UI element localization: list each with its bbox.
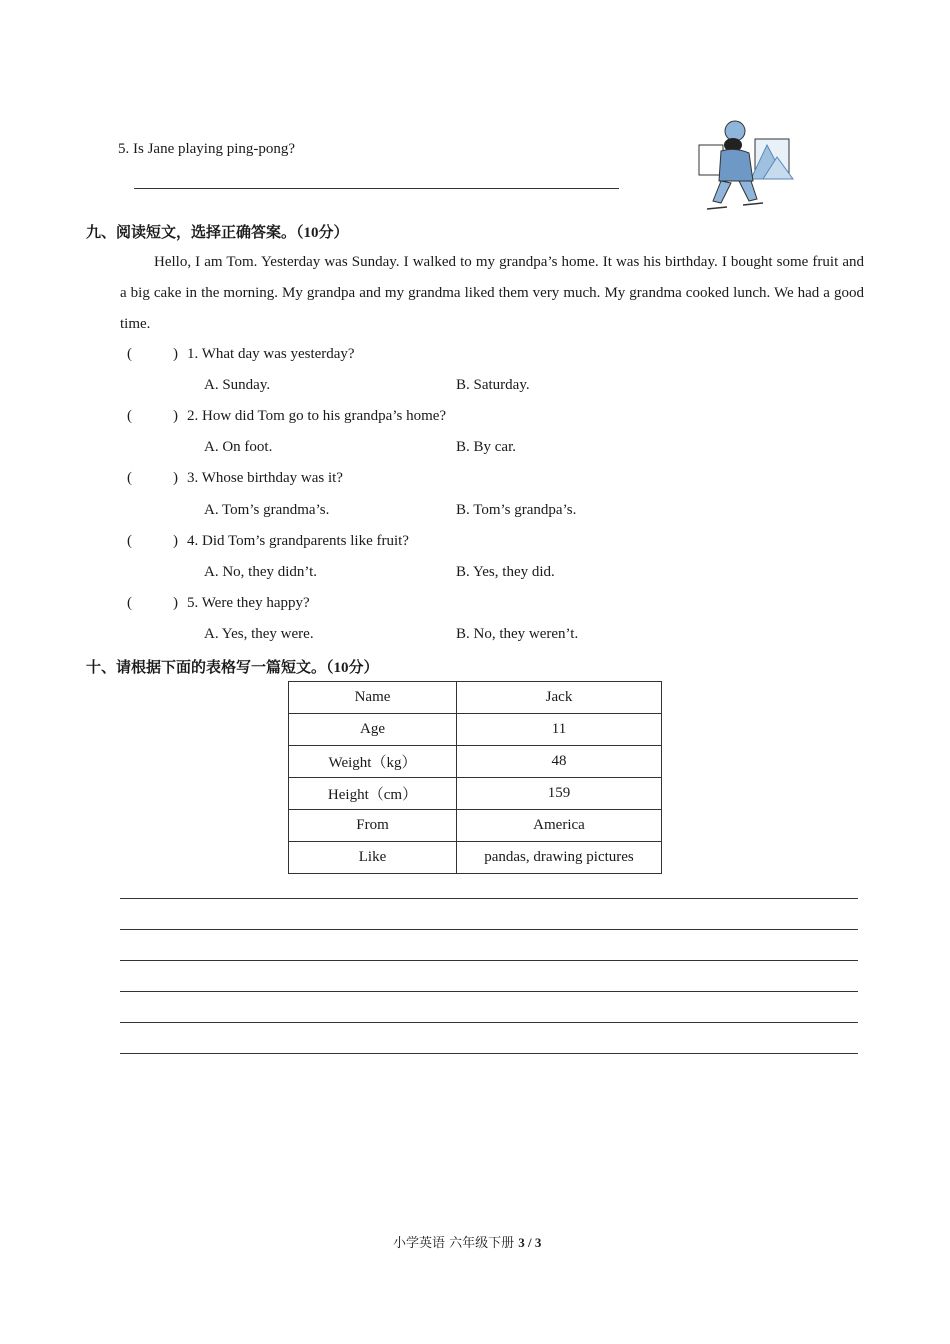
table-cell-value: 11	[457, 714, 662, 746]
table-cell-label: Age	[289, 714, 457, 746]
option-a: A. Sunday.	[204, 377, 271, 393]
table-cell-value: America	[457, 810, 662, 842]
question-text: 3. Whose birthday was it?	[187, 470, 343, 486]
answer-paren-close: )	[173, 408, 178, 424]
table-cell-value: 48	[457, 746, 662, 778]
skater-illustration	[693, 117, 799, 215]
table-row	[289, 682, 662, 714]
table-row	[289, 778, 662, 810]
answer-paren-open: (	[127, 470, 132, 486]
section-10-title-text: 十、请根据下面的表格写一篇短文。（	[86, 658, 334, 676]
answer-paren-close: )	[173, 470, 178, 486]
table-cell-label: From	[289, 810, 457, 842]
option-b: B. By car.	[456, 439, 516, 455]
table-row	[289, 842, 662, 874]
question-item: 5. Is Jane playing ping-pong?	[118, 141, 296, 157]
table-row	[289, 810, 662, 842]
footer-text: 小学英语 六年级下册	[393, 1236, 519, 1251]
option-b: B. Tom’s grandpa’s.	[456, 502, 577, 518]
question-text: 2. How did Tom go to his grandpa’s home?	[187, 408, 447, 424]
option-a: A. Tom’s grandma’s.	[204, 502, 330, 518]
option-b: B. Saturday.	[456, 377, 530, 393]
writing-line	[120, 898, 858, 899]
section-9-points: 10分	[303, 225, 334, 241]
info-table	[288, 681, 662, 874]
table-row	[289, 746, 662, 778]
table-cell-label: Weight（kg）	[289, 746, 457, 778]
page-number: 3 / 3	[518, 1235, 542, 1250]
question-text: 4. Did Tom’s grandparents like fruit?	[187, 533, 409, 549]
table-row	[289, 714, 662, 746]
table-cell-value: Jack	[457, 682, 662, 714]
table-cell-value: 159	[457, 778, 662, 810]
table-cell-label: Name	[289, 682, 457, 714]
section-9-title	[86, 221, 349, 242]
writing-line	[120, 991, 858, 992]
option-a: A. Yes, they were.	[204, 626, 314, 642]
reading-passage: Hello, I am Tom. Yesterday was Sunday. I walked to my grandpa’s home. It was his birthday. I bought some fruit and a big cake in the morning. My grandpa and my grandma liked them very much. My grandma cooked lunch. We had a good time.	[120, 254, 864, 332]
answer-paren-open: (	[127, 408, 132, 424]
writing-line	[120, 960, 858, 961]
answer-paren-open: (	[127, 595, 132, 611]
answer-paren-open: (	[127, 533, 132, 549]
section-9-title-close: ）	[333, 223, 349, 241]
section-10-points: 10分	[333, 660, 364, 676]
question-text: 5. Were they happy?	[187, 595, 310, 611]
table-cell-label: Like	[289, 842, 457, 874]
answer-paren-close: )	[173, 533, 178, 549]
answer-paren-close: )	[173, 346, 178, 362]
answer-paren-close: )	[173, 595, 178, 611]
option-b: B. No, they weren’t.	[456, 626, 579, 642]
writing-line	[120, 1053, 858, 1054]
section-9-title-text: 九、阅读短文，选择正确答案。（	[86, 223, 304, 241]
answer-paren-open: (	[127, 346, 132, 362]
writing-line	[120, 929, 858, 930]
option-b: B. Yes, they did.	[456, 564, 555, 580]
option-a: A. No, they didn’t.	[204, 564, 318, 580]
answer-line	[134, 188, 619, 189]
table-cell-label: Height（cm）	[289, 778, 457, 810]
page-footer	[393, 1232, 541, 1251]
section-10-title	[86, 656, 379, 677]
option-a: A. On foot.	[204, 439, 273, 455]
question-text: 1. What day was yesterday?	[187, 346, 355, 362]
section-10-title-close: ）	[363, 658, 379, 676]
table-cell-value: pandas, drawing pictures	[457, 842, 662, 874]
writing-line	[120, 1022, 858, 1023]
